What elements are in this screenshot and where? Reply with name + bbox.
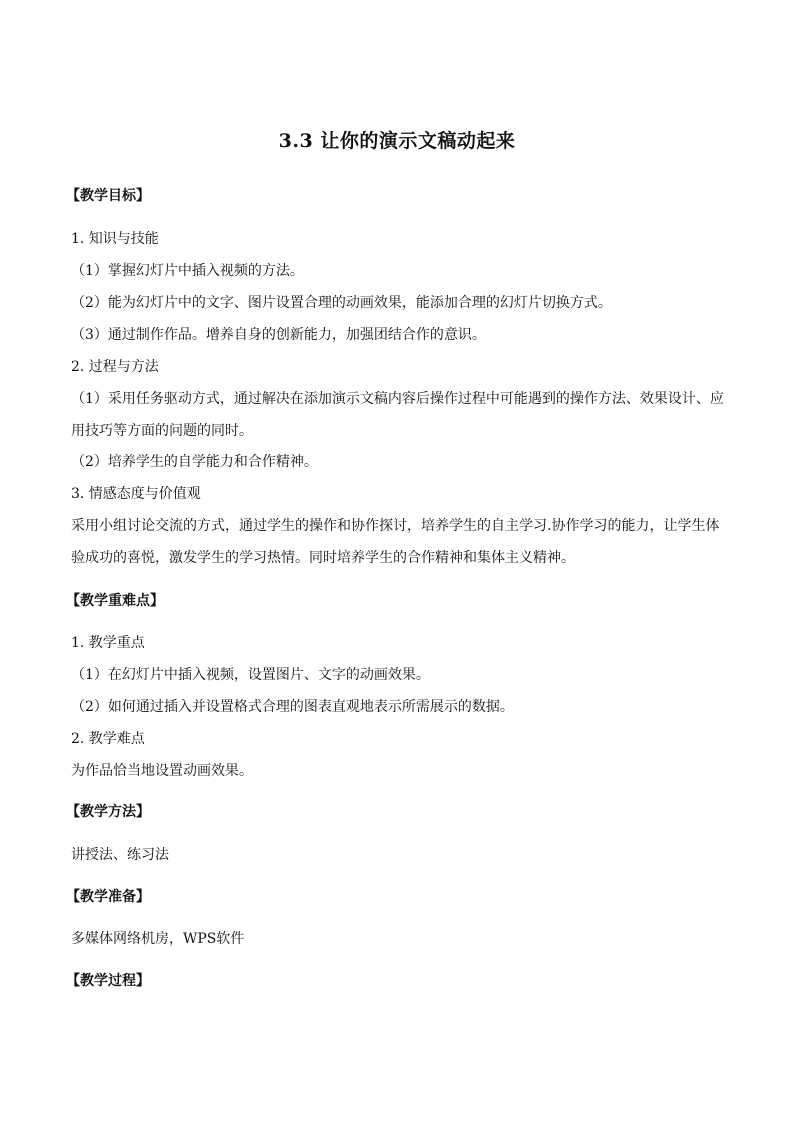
key-points-item2-text: 为作品恰当地设置动画效果。	[71, 763, 253, 779]
goals-item1-1: （1）掌握幻灯片中插入视频的方法。	[71, 263, 304, 279]
key-points-item2-title: 2. 教学难点	[71, 731, 145, 747]
key-points-item1-1: （1）在幻灯片中插入视频，设置图片、文字的动画效果。	[71, 667, 430, 683]
section-heading-preparation: 【教学准备】	[66, 889, 150, 905]
key-points-item1-2: （2）如何通过插入并设置格式合理的图表直观地表示所需展示的数据。	[71, 699, 514, 715]
key-points-item1-title: 1. 教学重点	[71, 635, 145, 651]
goals-item2-title: 2. 过程与方法	[71, 359, 159, 375]
section-heading-goals: 【教学目标】	[66, 188, 150, 204]
section-heading-key-points: 【教学重难点】	[66, 593, 164, 609]
document-title: 3.3 让你的演示文稿动起来	[278, 130, 516, 152]
goals-item1-3: （3）通过制作作品。增养自身的创新能力，加强团结合作的意识。	[71, 327, 486, 343]
goals-item1-title: 1. 知识与技能	[71, 231, 159, 247]
goals-item3-title: 3. 情感态度与价值观	[71, 486, 201, 502]
section-heading-methods: 【教学方法】	[66, 804, 150, 820]
section-heading-process: 【教学过程】	[66, 973, 150, 989]
methods-text: 讲授法、练习法	[71, 847, 169, 863]
goals-item2-2: （2）培养学生的自学能力和合作精神。	[71, 454, 318, 470]
goals-item2-1: （1）采用任务驱动方式，通过解决在添加演示文稿内容后操作过程中可能遇到的操作方法、效果设计、应用技巧等方面的问题的同时。	[71, 391, 724, 439]
goals-item1-2: （2）能为幻灯片中的文字、图片设置合理的动画效果，能添加合理的幻灯片切换方式。	[71, 295, 612, 311]
goals-item3-text: 采用小组讨论交流的方式，通过学生的操作和协作探讨，培养学生的自主学习.协作学习的能力，让学生体验成功的喜悦，激发学生的学习热情。同时培养学生的合作精神和集体主义精神。	[71, 518, 720, 566]
preparation-text: 多媒体网络机房，WPS软件	[71, 931, 245, 947]
